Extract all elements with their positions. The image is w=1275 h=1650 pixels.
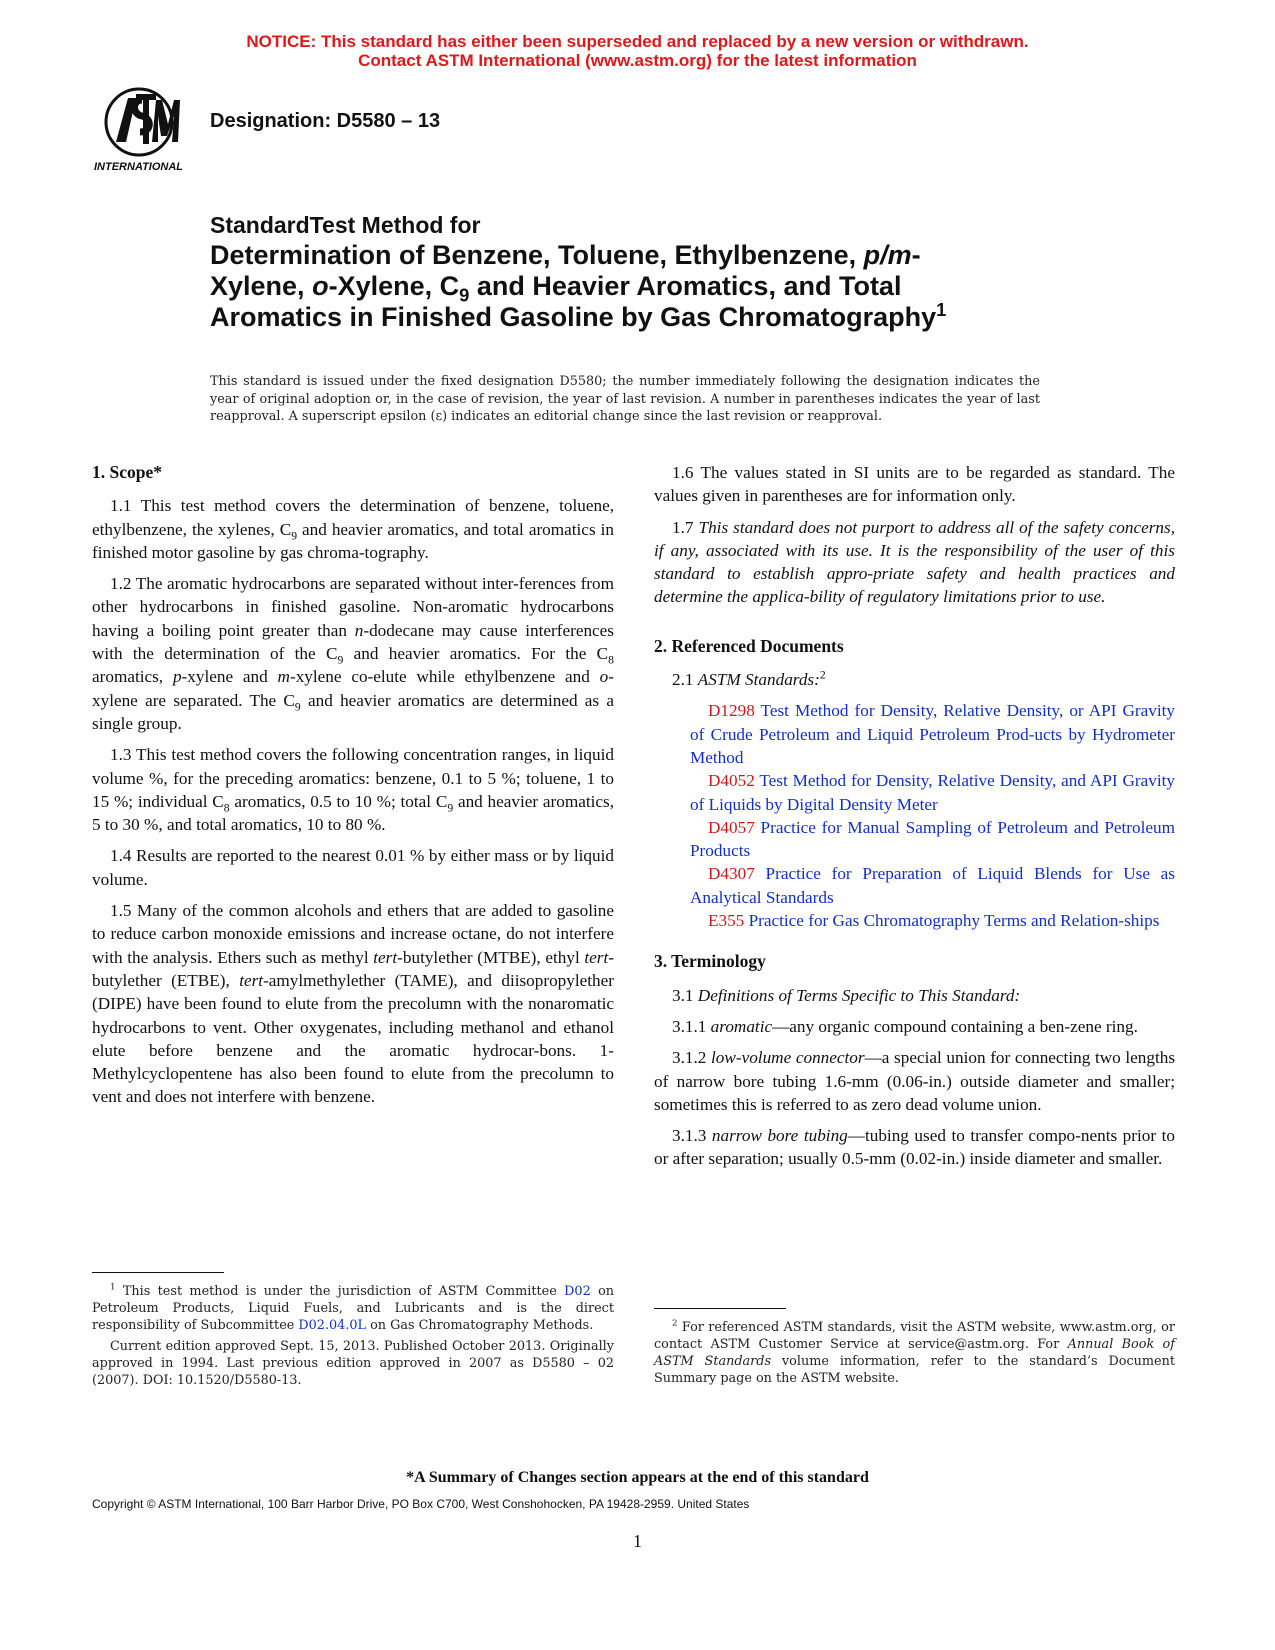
notice-line-2: Contact ASTM International (www.astm.org) for the latest information [358, 51, 917, 70]
paragraph-3-1: 3.1 Definitions of Terms Specific to This Standard: [672, 985, 1021, 1005]
paragraph-3-1-3: 3.1.3 narrow bore tubing—tubing used to transfer compo-nents prior to or after separation; usually 0.5-mm (0.02-in.) inside diameter and smaller. [654, 1126, 1175, 1169]
page-number: 1 [633, 1531, 642, 1551]
paragraph-3-1-1: 3.1.1 aromatic—any organic compound containing a ben-zene ring. [672, 1016, 1138, 1036]
astm-logo-icon [92, 84, 198, 174]
paragraph-1-1: 1.1 This test method covers the determination of benzene, toluene, ethylbenzene, the xylenes, $C_9$ and heavier aromatics, and total aromatics in finished motor gasoline by gas chroma-tography. [92, 496, 614, 562]
footnote-1-edition: Current edition approved Sept. 15, 2013. Published October 2013. Originally approved in 1994. Last previous edition approved in 2007 as D5580 – 02 (2007). DOI: 10.1520/D5580-13. [92, 1339, 614, 1388]
paragraph-1-2: 1.2 The aromatic hydrocarbons are separated without inter-ferences from other hydrocarbons in finished gasoline. Non-aromatic hydrocarbons having a boiling point greater than n-dodecane may cause interferences with the determination of the $C_9$ and heavier aromatics. For the $C_8$ aromatics, p-xylene and m-xylene co-elute while ethylbenzene and o-xylene are separated. The $C_9$ and heavier aromatics are determined as a single group. [92, 574, 615, 733]
issuance-statement: This standard is issued under the fixed designation D5580; the number immediately following the designation indicates the year of original adoption or, in the case of revision, the year of last revision. A number in parentheses indicates the year of last reapproval. A superscript epsilon (ε) indicates an editorial change since the last revision or reapproval. [210, 374, 1040, 424]
document-title [210, 210, 1090, 333]
paragraph-1-5: 1.5 Many of the common alcohols and ethers that are added to gasoline to reduce carbon monoxide emissions and increase octane, do not interfere with the analysis. Ethers such as methyl tert-butylether (MTBE), ethyl tert-butylether (ETBE), tert-amylmethylether (TAME), and diisopropylether (DIPE) have been found to elute from the precolumn with the nonaromatic hydrocarbons to vent. Other oxygenates, including methanol and ethanol elute before benzene and the aromatic hydrocar-bons. 1-Methylcyclopentene has also been found to elute from the precolumn to vent and does not interfere with benzene. [92, 901, 614, 1107]
paragraph-1-4: 1.4 Results are reported to the nearest 0.01 % by either mass or by liquid volume. [92, 846, 614, 889]
reference-e355[interactable]: E355 Practice for Gas Chromatography Terms and Relation-ships [708, 911, 1160, 931]
logo-label: INTERNATIONAL [94, 161, 184, 173]
footnote-1-text: $^1$ This test method is under the jurisdiction of ASTM Committee D02 on Petroleum Products, Liquid Fuels, and Lubricants and is the direct responsibility of Subcommittee D02.04.0L on Gas Chromatography Methods. [92, 1282, 615, 1333]
title-line-3: Xylene, o-Xylene, $C_9$ and Heavier Aromatics, and Total [210, 271, 902, 306]
footnote-2-text: $^2$ For referenced ASTM standards, visit the ASTM website, www.astm.org, or contact ASTM Customer Service at service@astm.org. For Annual Book of ASTM Standards volume information, refer to the standard’s Document Summary page on the ASTM website. [654, 1318, 1175, 1386]
reference-d4307[interactable]: D4307 Practice for Preparation of Liquid Blends for Use as Analytical Standards [690, 864, 1175, 907]
astm-logo [92, 84, 198, 174]
section-heading-referenced-documents: 2. Referenced Documents [654, 635, 844, 656]
reference-d4057[interactable]: D4057 Practice for Manual Sampling of Petroleum and Petroleum Products [690, 817, 1175, 861]
footnote-1 [92, 1283, 614, 1393]
paragraph-3-1-2: 3.1.2 low-volume connector—a special union for connecting two lengths of narrow bore tubing 1.6-mm (0.06-in.) outside diameter and smaller; sometimes this is referred to as zero dead volume union. [654, 1048, 1176, 1114]
section-heading-terminology: 3. Terminology [654, 951, 766, 972]
footnote-rule-left [92, 1272, 224, 1273]
right-column [654, 461, 1175, 1179]
title-line-4: Aromatics in Finished Gasoline by Gas Chromatography$^1$ [210, 299, 947, 332]
left-column [92, 461, 614, 1117]
section-heading-scope: 1. Scope* [92, 462, 162, 482]
paragraph-1-6: 1.6 The values stated in SI units are to be regarded as standard. The values given in parentheses are for information only. [654, 463, 1175, 506]
notice-line-1: NOTICE: This standard has either been superseded and replaced by a new version or withdrawn. [246, 32, 1029, 51]
paragraph-1-3: 1.3 This test method covers the following concentration ranges, in liquid volume %, for the preceding aromatics: benzene, 0.1 to 5 %; toluene, 1 to 15 %; individual $C_8$ aromatics, 0.5 to 10 %; total $C_9$ and heavier aromatics, 5 to 30 %, and total aromatics, 10 to 80 %. [92, 745, 614, 835]
designation: Designation: D5580 – 13 [210, 110, 441, 132]
committee-d02-link[interactable]: D02 [564, 1284, 591, 1299]
summary-of-changes-note: *A Summary of Changes section appears at the end of this standard [406, 1469, 869, 1486]
title-line-1: StandardTest Method for [210, 212, 481, 238]
title-line-2: Determination of Benzene, Toluene, Ethylbenzene, p/m- [210, 240, 921, 270]
copyright-line: Copyright © ASTM International, 100 Barr Harbor Drive, PO Box C700, West Conshohocken, PA 19428-2959. United States [92, 1497, 750, 1511]
reference-d4052[interactable]: D4052 Test Method for Density, Relative Density, and API Gravity of Liquids by Digital Density Meter [690, 771, 1175, 814]
paragraph-1-7: 1.7 This standard does not purport to address all of the safety concerns, if any, associated with its use. It is the responsibility of the user of this standard to establish appro-priate safety and health practices and determine the applica-bility of regulatory limitations prior to use. [654, 517, 1176, 607]
footnote-2 [654, 1319, 1175, 1391]
withdrawn-notice [0, 32, 1275, 70]
footnote-rule-right [654, 1308, 786, 1309]
paragraph-2-1: 2.1 ASTM Standards:$^2$ [672, 668, 826, 690]
reference-d1298[interactable]: D1298 Test Method for Density, Relative Density, or API Gravity of Crude Petroleum and Liquid Petroleum Prod-ucts by Hydrometer Method [690, 701, 1175, 767]
subcommittee-link[interactable]: D02.04.0L [298, 1318, 367, 1333]
